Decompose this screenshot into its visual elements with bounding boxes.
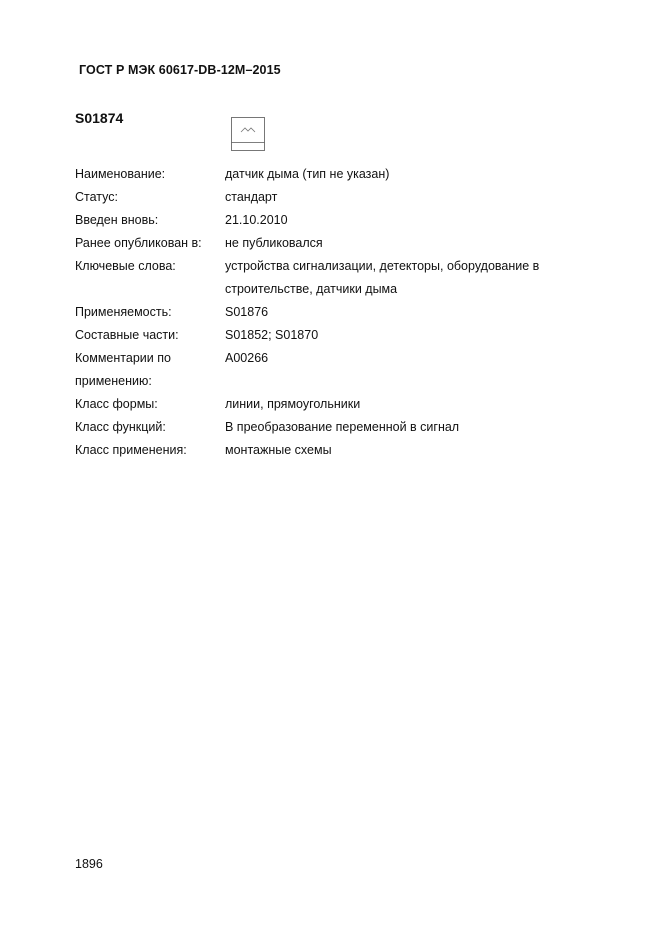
property-value: монтажные схемы	[225, 443, 332, 457]
property-label: Наименование:	[75, 167, 166, 181]
property-row-usage-comments	[75, 347, 595, 393]
property-label: Составные части:	[75, 328, 179, 342]
property-value: 21.10.2010	[225, 213, 288, 227]
property-row-applicability	[75, 301, 595, 324]
property-label: Класс формы:	[75, 397, 158, 411]
document-standard-title: ГОСТ Р МЭК 60617-DB-12M–2015	[79, 63, 281, 77]
property-value: устройства сигнализации, детекторы, оборудование в строительстве, датчики дыма	[225, 259, 540, 296]
property-row-status	[75, 186, 595, 209]
property-label: Ранее опубликован в:	[75, 236, 202, 250]
property-label: Класс функций:	[75, 420, 166, 434]
property-row-shape-class	[75, 393, 595, 416]
property-row-components	[75, 324, 595, 347]
property-row-keywords	[75, 255, 595, 301]
property-value: не публиковался	[225, 236, 323, 250]
property-label: Ключевые слова:	[75, 259, 176, 273]
property-value: датчик дыма (тип не указан)	[225, 167, 390, 181]
property-label: Класс применения:	[75, 443, 187, 457]
property-value: A00266	[225, 351, 269, 365]
page-number: 1896	[75, 857, 103, 871]
property-label: Введен вновь:	[75, 213, 159, 227]
property-row-introduced	[75, 209, 595, 232]
property-row-function-class	[75, 416, 595, 439]
property-row-application-class	[75, 439, 595, 462]
property-value: В преобразование переменной в сигнал	[225, 420, 460, 434]
property-row-name	[75, 163, 595, 186]
property-value: стандарт	[225, 190, 278, 204]
symbol-properties-table	[75, 163, 595, 462]
property-label: Комментарии по применению:	[75, 351, 171, 388]
property-value: S01876	[225, 305, 269, 319]
property-value: S01852; S01870	[225, 328, 319, 342]
property-label: Применяемость:	[75, 305, 172, 319]
property-row-previously-published	[75, 232, 595, 255]
property-label: Статус:	[75, 190, 118, 204]
property-value: линии, прямоугольники	[225, 397, 361, 411]
smoke-detector-symbol-icon	[231, 117, 265, 151]
symbol-id: S01874	[75, 110, 124, 126]
